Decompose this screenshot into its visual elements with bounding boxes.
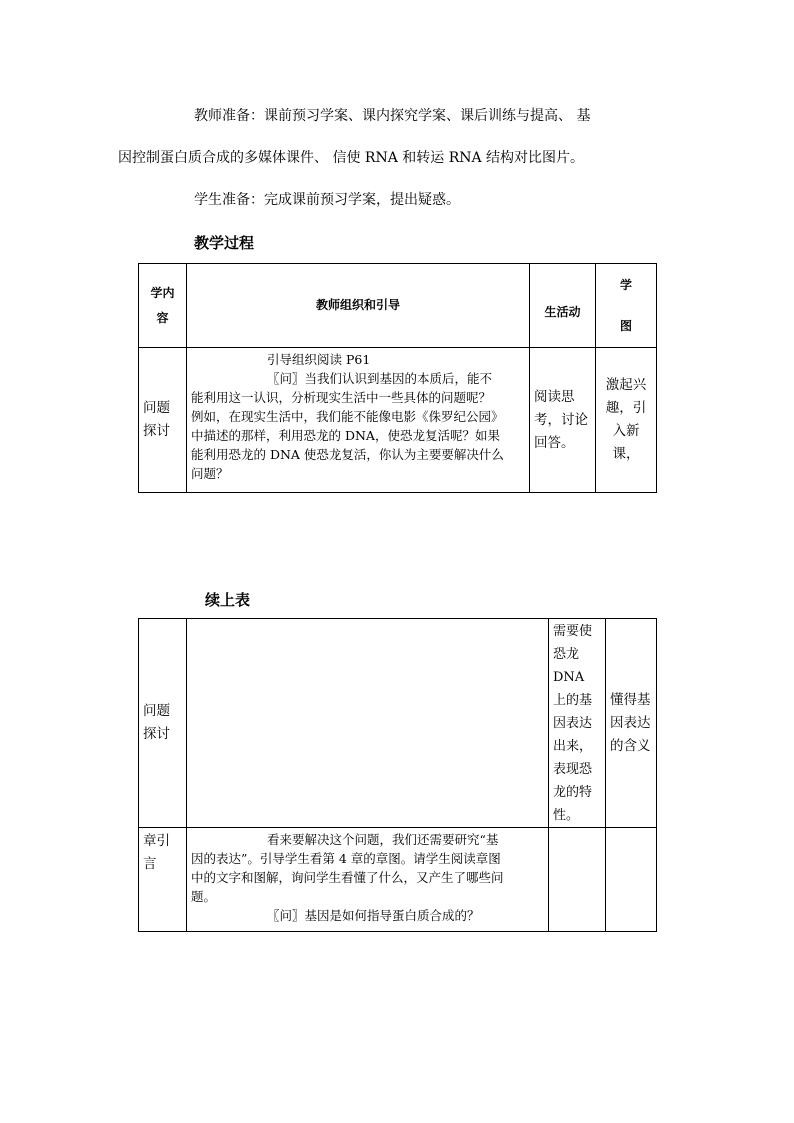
guide-line: 题。 [191,889,217,904]
guide-line: 能利用恐龙的 DNA 使恐龙复活，你认为主要要解决什么 [191,447,504,462]
table-row [139,619,657,828]
row-student-activity: 需要使恐龙 DNA 上的基因表达出来，表现恐龙的特性。 [549,619,606,828]
continued-title: 续上表 [205,591,251,609]
row-content: 问题探讨 [139,348,187,493]
table-row [139,348,657,493]
teacher-prep-line2: 因控制蛋白质合成的多媒体课件、 信使 RNA 和转运 RNA 结构对比图片。 [118,150,585,166]
header-intent-line1: 学 [619,277,632,292]
guide-line: 例如，在现实生活中，我们能不能像电影《侏罗纪公园》 [191,409,504,424]
teacher-prep-line1: 教师准备：课前预习学案、课内探究学案、课后训练与提高、 基 [194,108,591,124]
row-guide-empty [187,619,549,828]
header-intent [596,264,657,348]
row-guide [187,828,549,932]
guide-line: 看来要解决这个问题，我们还需要研究“基 [267,832,499,847]
header-content [139,264,187,348]
guide-line: 〖问〗当我们认识到基因的本质后，能不 [267,371,493,386]
table-row [139,828,657,932]
guide-line: 问题？ [191,466,229,481]
header-content-line1: 学内 [150,285,175,300]
guide-line: 〖问〗基因是如何指导蛋白质合成的？ [267,908,480,923]
row-student-activity-empty [549,828,606,932]
table-header-row [139,264,657,348]
row-intent-empty [606,828,657,932]
section-title: 教学过程 [194,234,255,252]
guide-line: 因的表达”。引导学生看第 4 章的章图。请学生阅读章图 [191,851,501,866]
row-student-activity: 阅读思考，讨论回答。 [530,348,596,493]
teaching-process-table [138,263,657,493]
row-content: 章引言 [139,828,187,932]
row-intent: 懂得基因表达的含义 [606,619,657,828]
header-intent-line2: 图 [619,318,632,333]
continued-table [138,618,657,932]
student-prep: 学生准备：完成课前预习学案，提出疑惑。 [194,192,460,208]
row-guide [187,348,530,493]
guide-line: 中描述的那样，利用恐龙的 DNA，使恐龙复活呢？如果 [191,428,500,443]
guide-line: 引导组织阅读 P61 [267,352,371,367]
header-guide: 教师组织和引导 [187,264,530,348]
guide-line: 能利用这一认识，分析现实生活中一些具体的问题呢？ [191,390,492,405]
header-student-activity: 生活动 [530,264,596,348]
guide-line: 中的文字和图解，询问学生看懂了什么，又产生了哪些问 [191,870,504,885]
row-content: 问题探讨 [139,619,187,828]
row-intent: 激起兴趣，引入新课， [596,348,657,493]
header-content-line2: 容 [156,310,169,325]
